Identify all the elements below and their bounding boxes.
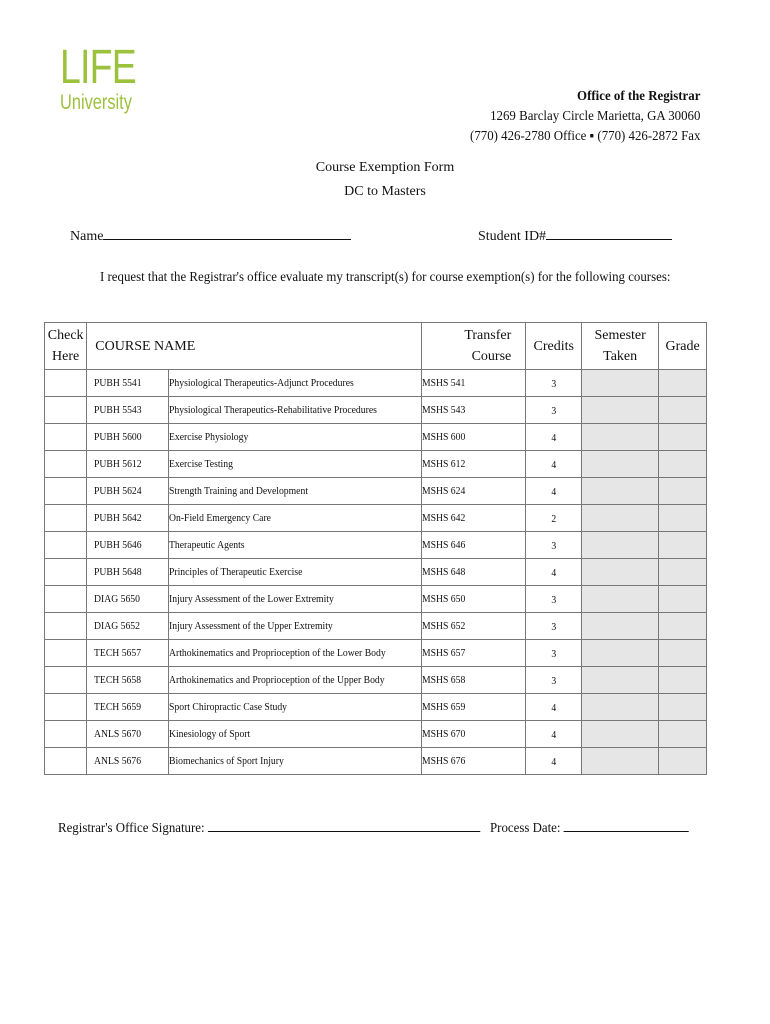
course-name-cell bbox=[168, 505, 421, 532]
check-cell[interactable] bbox=[45, 748, 87, 775]
table-row bbox=[45, 586, 707, 613]
check-cell[interactable] bbox=[45, 478, 87, 505]
transfer-course-cell-text: MSHS 624 bbox=[421, 485, 466, 497]
credits-cell bbox=[526, 370, 582, 397]
credits-cell-text: 4 bbox=[551, 566, 557, 579]
check-cell[interactable] bbox=[45, 613, 87, 640]
course-name-cell bbox=[168, 640, 421, 667]
course-name-cell-text: Physiological Therapeutics-Rehabilitative Procedures bbox=[168, 404, 377, 416]
semester-taken-cell[interactable] bbox=[582, 640, 659, 667]
course-name-cell-text: Kinesiology of Sport bbox=[168, 728, 251, 740]
semester-taken-cell[interactable] bbox=[582, 559, 659, 586]
transfer-course-cell-text: MSHS 658 bbox=[421, 674, 466, 686]
grade-cell[interactable] bbox=[659, 478, 707, 505]
table-row bbox=[45, 667, 707, 694]
name-label: Name bbox=[70, 229, 104, 244]
grade-cell[interactable] bbox=[659, 613, 707, 640]
logo-life-text: LIFE bbox=[60, 41, 136, 94]
student-id-blank-line[interactable] bbox=[546, 226, 672, 240]
grade-cell[interactable] bbox=[659, 694, 707, 721]
credits-cell-text: 3 bbox=[551, 593, 557, 606]
grade-cell[interactable] bbox=[659, 748, 707, 775]
table-row bbox=[45, 721, 707, 748]
life-university-logo bbox=[60, 41, 157, 114]
transfer-course-cell bbox=[421, 748, 525, 775]
course-code-cell bbox=[87, 424, 169, 451]
process-date-blank-line[interactable] bbox=[564, 818, 689, 832]
course-rows bbox=[45, 370, 707, 775]
transfer-course-cell bbox=[421, 505, 525, 532]
check-cell[interactable] bbox=[45, 694, 87, 721]
credits-cell-text: 3 bbox=[551, 539, 557, 552]
credits-cell bbox=[526, 694, 582, 721]
semester-taken-cell[interactable] bbox=[582, 721, 659, 748]
table-row bbox=[45, 397, 707, 424]
course-name-cell bbox=[168, 397, 421, 424]
credits-cell bbox=[526, 397, 582, 424]
semester-taken-cell[interactable] bbox=[582, 505, 659, 532]
transfer-course-cell bbox=[421, 451, 525, 478]
header-check-line2: Here bbox=[52, 349, 80, 364]
course-code-cell-text: ANLS 5670 bbox=[94, 728, 142, 740]
credits-cell bbox=[526, 721, 582, 748]
transfer-course-cell bbox=[421, 478, 525, 505]
grade-cell[interactable] bbox=[659, 505, 707, 532]
course-name-cell-text: On-Field Emergency Care bbox=[168, 512, 271, 524]
credits-cell-text: 2 bbox=[551, 512, 557, 525]
credits-cell-text: 4 bbox=[551, 458, 557, 471]
registrar-phone: (770) 426-2780 Office ▪ (770) 426-2872 Fax bbox=[469, 129, 700, 144]
course-name-cell-text: Arthokinematics and Proprioception of the Upper Body bbox=[168, 674, 385, 686]
transfer-course-cell-text: MSHS 670 bbox=[421, 728, 466, 740]
transfer-course-cell bbox=[421, 640, 525, 667]
semester-taken-cell[interactable] bbox=[582, 694, 659, 721]
course-code-cell bbox=[87, 748, 169, 775]
course-code-cell bbox=[87, 532, 169, 559]
grade-cell[interactable] bbox=[659, 640, 707, 667]
table-row bbox=[45, 532, 707, 559]
table-row bbox=[45, 559, 707, 586]
course-code-cell bbox=[87, 559, 169, 586]
course-code-cell bbox=[87, 370, 169, 397]
course-code-cell bbox=[87, 640, 169, 667]
check-cell[interactable] bbox=[45, 451, 87, 478]
check-cell[interactable] bbox=[45, 586, 87, 613]
registrar-signature-field[interactable] bbox=[58, 818, 480, 837]
transfer-course-cell bbox=[421, 559, 525, 586]
header-semester-taken bbox=[582, 323, 659, 370]
credits-cell-text: 3 bbox=[551, 404, 557, 417]
course-name-cell-text: Therapeutic Agents bbox=[168, 539, 245, 551]
table-row bbox=[45, 613, 707, 640]
course-code-cell bbox=[87, 505, 169, 532]
transfer-course-cell-text: MSHS 612 bbox=[421, 458, 466, 470]
credits-cell bbox=[526, 505, 582, 532]
course-code-cell-text: PUBH 5642 bbox=[94, 512, 142, 524]
form-header bbox=[0, 156, 770, 204]
transfer-course-cell bbox=[421, 586, 525, 613]
course-name-cell-text: Principles of Therapeutic Exercise bbox=[168, 566, 303, 578]
transfer-course-cell-text: MSHS 600 bbox=[421, 431, 466, 443]
grade-cell[interactable] bbox=[659, 559, 707, 586]
course-code-cell bbox=[87, 451, 169, 478]
course-code-cell-text: PUBH 5543 bbox=[94, 404, 142, 416]
course-code-cell bbox=[87, 613, 169, 640]
course-name-cell-text: Exercise Testing bbox=[168, 458, 233, 470]
course-table bbox=[44, 322, 707, 775]
check-cell[interactable] bbox=[45, 370, 87, 397]
course-code-cell-text: PUBH 5600 bbox=[94, 431, 142, 443]
course-code-cell bbox=[87, 694, 169, 721]
transfer-course-cell-text: MSHS 657 bbox=[421, 647, 466, 659]
request-statement: I request that the Registrar's office evaluate my transcript(s) for course exemption(s) for the following courses: bbox=[100, 270, 671, 285]
table-row bbox=[45, 748, 707, 775]
header-credits: Credits bbox=[526, 323, 582, 370]
credits-cell bbox=[526, 748, 582, 775]
logo-university-text: University bbox=[60, 91, 132, 114]
transfer-course-cell-text: MSHS 676 bbox=[421, 755, 466, 767]
course-code-cell-text: DIAG 5652 bbox=[94, 620, 141, 632]
table-row bbox=[45, 451, 707, 478]
course-code-cell-text: TECH 5659 bbox=[94, 701, 142, 713]
transfer-course-cell bbox=[421, 424, 525, 451]
form-subtitle: DC to Masters bbox=[344, 184, 426, 199]
transfer-course-cell bbox=[421, 667, 525, 694]
course-code-cell-text: PUBH 5646 bbox=[94, 539, 142, 551]
credits-cell-text: 3 bbox=[551, 674, 557, 687]
credits-cell bbox=[526, 667, 582, 694]
course-name-cell bbox=[168, 586, 421, 613]
course-name-cell bbox=[168, 424, 421, 451]
course-name-cell bbox=[168, 451, 421, 478]
credits-cell-text: 4 bbox=[551, 755, 557, 768]
credits-cell-text: 4 bbox=[551, 485, 557, 498]
credits-cell bbox=[526, 424, 582, 451]
check-cell[interactable] bbox=[45, 559, 87, 586]
transfer-course-cell-text: MSHS 652 bbox=[421, 620, 466, 632]
semester-taken-cell[interactable] bbox=[582, 424, 659, 451]
credits-cell-text: 3 bbox=[551, 620, 557, 633]
header-course-name: COURSE NAME bbox=[87, 323, 422, 370]
course-code-cell-text: PUBH 5648 bbox=[94, 566, 142, 578]
transfer-course-cell bbox=[421, 694, 525, 721]
course-name-cell bbox=[168, 478, 421, 505]
header-check-line1: Check bbox=[47, 328, 84, 343]
course-name-cell-text: Injury Assessment of the Upper Extremity bbox=[168, 620, 333, 632]
table-row bbox=[45, 424, 707, 451]
check-cell[interactable] bbox=[45, 721, 87, 748]
header-grade: Grade bbox=[659, 323, 707, 370]
process-date-label: Process Date: bbox=[490, 821, 561, 836]
transfer-course-cell-text: MSHS 659 bbox=[421, 701, 466, 713]
course-name-cell bbox=[168, 532, 421, 559]
transfer-course-cell bbox=[421, 613, 525, 640]
name-field[interactable] bbox=[70, 226, 351, 245]
semester-taken-cell[interactable] bbox=[582, 586, 659, 613]
course-name-cell-text: Injury Assessment of the Lower Extremity bbox=[168, 593, 334, 605]
header-transfer-course bbox=[421, 323, 525, 370]
credits-cell-text: 3 bbox=[551, 647, 557, 660]
transfer-course-cell-text: MSHS 642 bbox=[421, 512, 466, 524]
registrar-address: 1269 Barclay Circle Marietta, GA 30060 bbox=[489, 109, 700, 124]
table-row bbox=[45, 505, 707, 532]
course-name-cell-text: Exercise Physiology bbox=[168, 431, 249, 443]
course-name-cell-text: Strength Training and Development bbox=[168, 485, 308, 497]
course-code-cell bbox=[87, 397, 169, 424]
course-name-cell bbox=[168, 559, 421, 586]
student-id-label: Student ID# bbox=[478, 229, 547, 244]
table-header-row bbox=[45, 323, 707, 370]
semester-taken-cell[interactable] bbox=[582, 370, 659, 397]
course-name-cell bbox=[168, 370, 421, 397]
credits-cell bbox=[526, 559, 582, 586]
course-name-cell bbox=[168, 721, 421, 748]
check-cell[interactable] bbox=[45, 640, 87, 667]
transfer-course-cell-text: MSHS 648 bbox=[421, 566, 466, 578]
course-name-cell bbox=[168, 613, 421, 640]
course-name-cell-text: Arthokinematics and Proprioception of the Lower Body bbox=[168, 647, 386, 659]
check-cell[interactable] bbox=[45, 424, 87, 451]
header-semester-line2: Taken bbox=[603, 349, 638, 364]
course-code-cell-text: PUBH 5541 bbox=[94, 377, 142, 389]
credits-cell-text: 4 bbox=[551, 431, 557, 444]
semester-taken-cell[interactable] bbox=[582, 667, 659, 694]
check-cell[interactable] bbox=[45, 397, 87, 424]
semester-taken-cell[interactable] bbox=[582, 397, 659, 424]
semester-taken-cell[interactable] bbox=[582, 532, 659, 559]
credits-cell bbox=[526, 478, 582, 505]
credits-cell bbox=[526, 640, 582, 667]
transfer-course-cell bbox=[421, 721, 525, 748]
course-code-cell bbox=[87, 478, 169, 505]
course-name-cell-text: Biomechanics of Sport Injury bbox=[168, 755, 284, 767]
course-code-cell bbox=[87, 586, 169, 613]
course-code-cell-text: DIAG 5650 bbox=[94, 593, 141, 605]
semester-taken-cell[interactable] bbox=[582, 748, 659, 775]
transfer-course-cell-text: MSHS 541 bbox=[421, 377, 466, 389]
credits-cell-text: 3 bbox=[551, 377, 557, 390]
course-name-cell bbox=[168, 694, 421, 721]
check-cell[interactable] bbox=[45, 532, 87, 559]
registrar-address-block bbox=[470, 87, 700, 147]
course-code-cell-text: PUBH 5624 bbox=[94, 485, 142, 497]
transfer-course-cell-text: MSHS 543 bbox=[421, 404, 466, 416]
table-row bbox=[45, 370, 707, 397]
transfer-course-cell bbox=[421, 397, 525, 424]
course-code-cell-text: PUBH 5612 bbox=[94, 458, 142, 470]
transfer-course-cell-text: MSHS 646 bbox=[421, 539, 466, 551]
check-cell[interactable] bbox=[45, 667, 87, 694]
course-code-cell-text: TECH 5657 bbox=[94, 647, 142, 659]
table-row bbox=[45, 478, 707, 505]
course-code-cell bbox=[87, 667, 169, 694]
form-title: Course Exemption Form bbox=[315, 160, 455, 175]
credits-cell-text: 4 bbox=[551, 701, 557, 714]
header-check-here bbox=[45, 323, 87, 370]
course-name-cell bbox=[168, 748, 421, 775]
course-code-cell bbox=[87, 721, 169, 748]
semester-taken-cell[interactable] bbox=[582, 613, 659, 640]
transfer-course-cell bbox=[421, 532, 525, 559]
grade-cell[interactable] bbox=[659, 532, 707, 559]
table-row bbox=[45, 640, 707, 667]
course-name-cell-text: Sport Chiropractic Case Study bbox=[168, 701, 287, 713]
signature-label: Registrar's Office Signature: bbox=[58, 821, 205, 836]
header-semester-line1: Semester bbox=[594, 328, 646, 343]
signature-blank-line[interactable] bbox=[208, 818, 480, 832]
check-cell[interactable] bbox=[45, 505, 87, 532]
transfer-course-cell-text: MSHS 650 bbox=[421, 593, 466, 605]
grade-cell[interactable] bbox=[659, 667, 707, 694]
semester-taken-cell[interactable] bbox=[582, 451, 659, 478]
credits-cell bbox=[526, 586, 582, 613]
semester-taken-cell[interactable] bbox=[582, 478, 659, 505]
header-transfer-line2: Course bbox=[471, 349, 512, 364]
grade-cell[interactable] bbox=[659, 451, 707, 478]
grade-cell[interactable] bbox=[659, 397, 707, 424]
student-id-field[interactable] bbox=[478, 226, 672, 245]
course-name-cell-text: Physiological Therapeutics-Adjunct Procedures bbox=[168, 377, 354, 389]
credits-cell bbox=[526, 613, 582, 640]
grade-cell[interactable] bbox=[659, 370, 707, 397]
grade-cell[interactable] bbox=[659, 586, 707, 613]
table-row bbox=[45, 694, 707, 721]
credits-cell bbox=[526, 532, 582, 559]
grade-cell[interactable] bbox=[659, 721, 707, 748]
course-code-cell-text: ANLS 5676 bbox=[94, 755, 142, 767]
header-transfer-line1: Transfer bbox=[464, 328, 512, 343]
registrar-office-title: Office of the Registrar bbox=[576, 89, 700, 104]
credits-cell bbox=[526, 451, 582, 478]
course-name-cell bbox=[168, 667, 421, 694]
course-code-cell-text: TECH 5658 bbox=[94, 674, 142, 686]
grade-cell[interactable] bbox=[659, 424, 707, 451]
process-date-field[interactable] bbox=[490, 818, 689, 837]
name-blank-line[interactable] bbox=[103, 226, 351, 240]
credits-cell-text: 4 bbox=[551, 728, 557, 741]
transfer-course-cell bbox=[421, 370, 525, 397]
